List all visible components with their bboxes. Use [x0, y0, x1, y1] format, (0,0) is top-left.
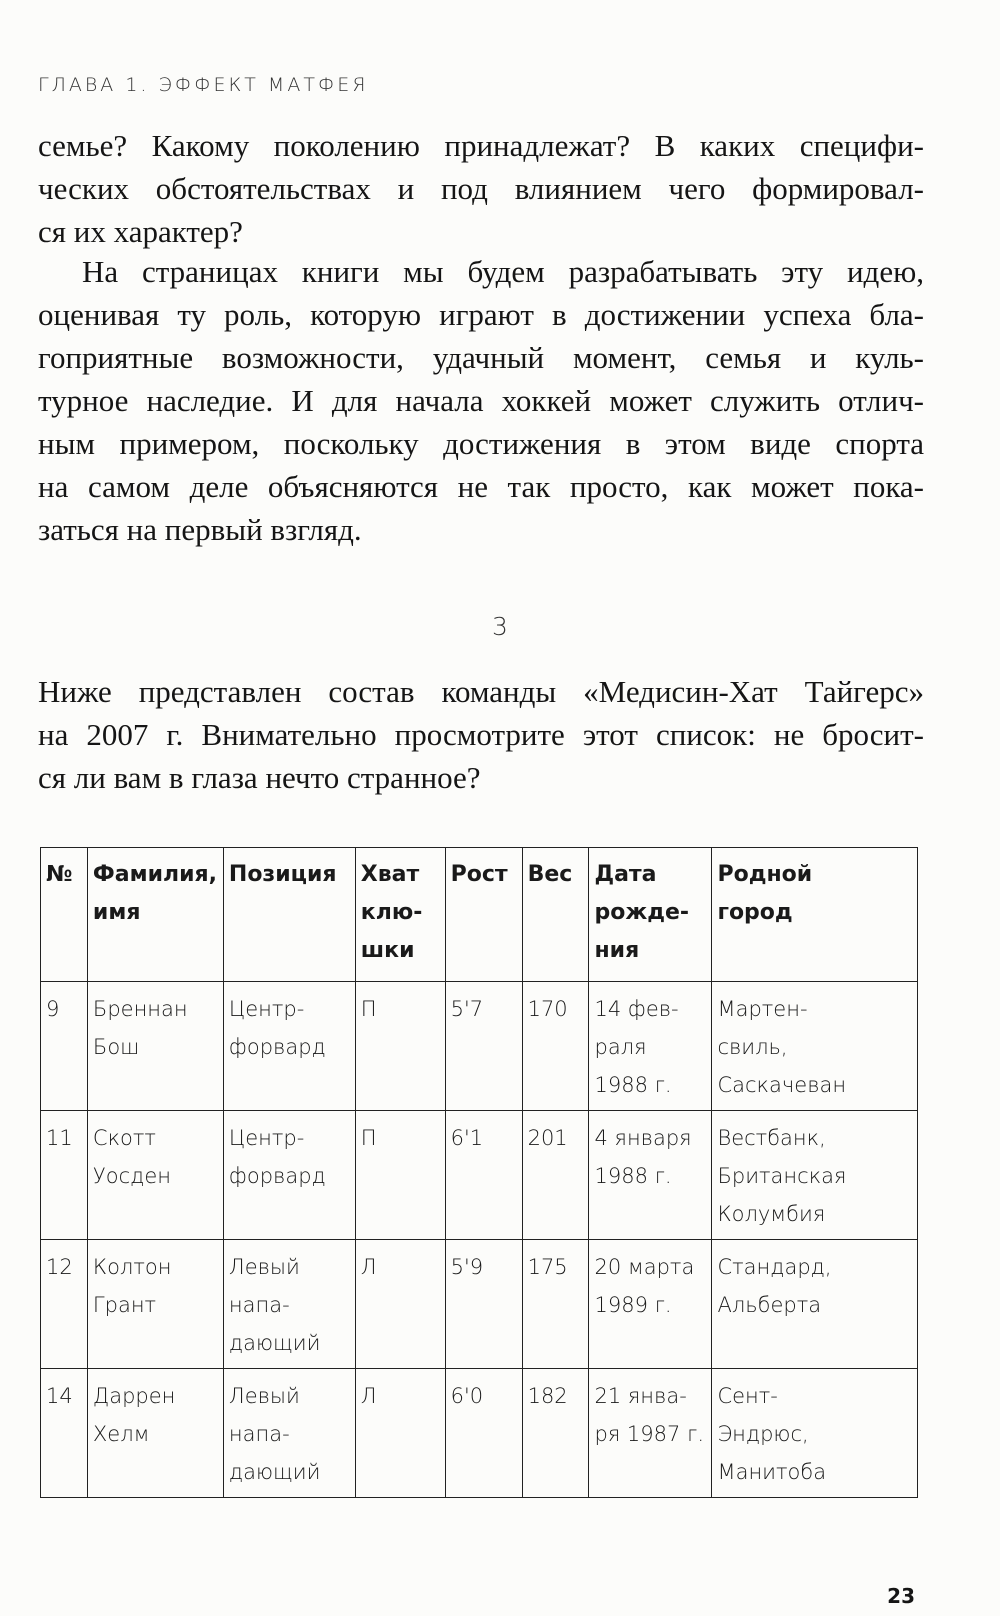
column-header-hometown	[712, 848, 918, 982]
cell-position	[223, 1111, 355, 1240]
cell-text: дающий	[228, 1460, 321, 1484]
cell-text: 1989 г.	[594, 1293, 672, 1317]
cell-text: 201	[527, 1126, 568, 1150]
paragraph-2	[38, 250, 924, 551]
header-text: ния	[594, 938, 640, 963]
cell-text: свиль,	[717, 1035, 788, 1059]
cell-text: Мартен-	[717, 997, 808, 1021]
text-line: гоприятные возможности, удачный момент, семья и куль-	[38, 340, 924, 375]
text-line: семье? Какому поколению принадлежат? В каких специфи-	[38, 128, 924, 163]
table-row	[41, 1111, 918, 1240]
table-row	[41, 1240, 918, 1369]
cell-text: П	[360, 1126, 377, 1150]
cell-text: Колтон	[92, 1255, 172, 1279]
cell-hometown	[712, 1369, 918, 1498]
cell-text: ря 1987 г.	[594, 1422, 705, 1446]
cell-text: 5'7	[450, 997, 484, 1021]
table-row	[41, 982, 918, 1111]
cell-text: Бреннан	[92, 997, 188, 1021]
cell-text: Л	[360, 1255, 377, 1279]
cell-text: дающий	[228, 1331, 321, 1355]
cell-weight	[522, 1111, 589, 1240]
cell-text: 4 января	[594, 1126, 692, 1150]
text-line: турное наследие. И для начала хоккей может служить отлич-	[38, 383, 924, 418]
column-header-birth-date	[589, 848, 712, 982]
cell-text: 182	[527, 1384, 568, 1408]
cell-text: Сент-	[717, 1384, 778, 1408]
cell-text: Уосден	[92, 1164, 171, 1188]
cell-text: 14 фев-	[594, 997, 679, 1021]
cell-text: Эндрюс,	[717, 1422, 809, 1446]
text-line: на самом деле объясняются не так просто, как может пока-	[38, 469, 924, 504]
cell-position	[223, 1369, 355, 1498]
cell-text: Хелм	[92, 1422, 150, 1446]
cell-weight	[522, 1240, 589, 1369]
cell-text: 1988 г.	[594, 1164, 672, 1188]
cell-number	[41, 1240, 88, 1369]
cell-text: Левый	[228, 1255, 300, 1279]
cell-stick-grip	[355, 1369, 445, 1498]
cell-weight	[522, 982, 589, 1111]
cell-text: Манитоба	[717, 1460, 827, 1484]
cell-text: 6'1	[450, 1126, 484, 1150]
cell-text: Л	[360, 1384, 377, 1408]
cell-text: 20 марта	[594, 1255, 695, 1279]
header-text: Фамилия,	[92, 862, 217, 887]
text-line: Ниже представлен состав команды «Медисин-Хат Тайгерс»	[38, 674, 924, 709]
cell-text: форвард	[228, 1035, 326, 1059]
cell-text: 9	[46, 997, 60, 1021]
column-header-height	[445, 848, 522, 982]
cell-text: напа-	[228, 1422, 290, 1446]
cell-birth-date	[589, 982, 712, 1111]
cell-text: Центр-	[228, 997, 305, 1021]
cell-text: Бош	[92, 1035, 140, 1059]
cell-birth-date	[589, 1240, 712, 1369]
cell-text: Британская	[717, 1164, 847, 1188]
cell-text: 21 янва-	[594, 1384, 687, 1408]
table-row	[41, 1369, 918, 1498]
running-head: ГЛАВА 1. ЭФФЕКТ МАТФЕЯ	[38, 74, 369, 96]
header-text: шки	[360, 938, 415, 963]
cell-hometown	[712, 982, 918, 1111]
cell-stick-grip	[355, 1111, 445, 1240]
cell-text: Колумбия	[717, 1202, 826, 1226]
cell-text: 11	[46, 1126, 73, 1150]
cell-name	[87, 1111, 223, 1240]
cell-text: 170	[527, 997, 568, 1021]
cell-text: 12	[46, 1255, 73, 1279]
cell-text: форвард	[228, 1164, 326, 1188]
page-number: 23	[887, 1584, 915, 1608]
text-line: ческих обстоятельствах и под влиянием чего формировал-	[38, 171, 924, 206]
header-text: №	[46, 862, 73, 887]
text-line: оценивая ту роль, которую играют в достижении успеха бла-	[38, 297, 924, 332]
cell-text: Центр-	[228, 1126, 305, 1150]
cell-height	[445, 982, 522, 1111]
header-text: рожде-	[594, 900, 690, 925]
cell-position	[223, 1240, 355, 1369]
cell-number	[41, 1369, 88, 1498]
team-roster-table	[40, 847, 918, 1498]
cell-stick-grip	[355, 982, 445, 1111]
text-line: на 2007 г. Внимательно просмотрите этот список: не бросит-	[38, 717, 924, 752]
cell-number	[41, 1111, 88, 1240]
cell-text: напа-	[228, 1293, 290, 1317]
column-header-name	[87, 848, 223, 982]
table-header-row	[41, 848, 918, 982]
header-text: Вес	[527, 862, 573, 887]
cell-weight	[522, 1369, 589, 1498]
cell-birth-date	[589, 1111, 712, 1240]
text-line: ся их характер?	[38, 214, 243, 249]
column-header-weight	[522, 848, 589, 982]
cell-text: Альберта	[717, 1293, 822, 1317]
cell-height	[445, 1369, 522, 1498]
cell-birth-date	[589, 1369, 712, 1498]
column-header-number	[41, 848, 88, 982]
header-text: Рост	[450, 862, 508, 887]
cell-hometown	[712, 1111, 918, 1240]
column-header-position	[223, 848, 355, 982]
paragraph-1	[38, 124, 924, 253]
cell-height	[445, 1240, 522, 1369]
text-line: ся ли вам в глаза нечто странное?	[38, 760, 481, 795]
cell-name	[87, 1369, 223, 1498]
cell-text: Вестбанк,	[717, 1126, 826, 1150]
cell-text: Даррен	[92, 1384, 176, 1408]
paragraph-3	[38, 670, 924, 799]
cell-height	[445, 1111, 522, 1240]
cell-name	[87, 982, 223, 1111]
cell-text: П	[360, 997, 377, 1021]
cell-hometown	[712, 1240, 918, 1369]
cell-text: Грант	[92, 1293, 157, 1317]
cell-text: 6'0	[450, 1384, 484, 1408]
header-text: город	[717, 900, 793, 925]
cell-text: раля	[594, 1035, 647, 1059]
section-number: 3	[492, 612, 508, 641]
cell-text: Левый	[228, 1384, 300, 1408]
cell-number	[41, 982, 88, 1111]
header-text: Позиция	[228, 862, 337, 887]
header-text: Дата	[594, 862, 657, 887]
column-header-stick-grip	[355, 848, 445, 982]
cell-text: Саскачеван	[717, 1073, 847, 1097]
cell-position	[223, 982, 355, 1111]
cell-text: Скотт	[92, 1126, 156, 1150]
cell-text: 1988 г.	[594, 1073, 672, 1097]
cell-text: 14	[46, 1384, 73, 1408]
cell-text: 175	[527, 1255, 568, 1279]
header-text: имя	[92, 900, 141, 925]
header-text: Хват	[360, 862, 420, 887]
cell-text: 5'9	[450, 1255, 484, 1279]
cell-text: Стандард,	[717, 1255, 832, 1279]
header-text: Родной	[717, 862, 813, 887]
text-line: заться на первый взгляд.	[38, 512, 362, 547]
cell-name	[87, 1240, 223, 1369]
cell-stick-grip	[355, 1240, 445, 1369]
header-text: клю-	[360, 900, 423, 925]
text-line: ным примером, поскольку достижения в этом виде спорта	[38, 426, 924, 461]
text-line: На страницах книги мы будем разрабатывать эту идею,	[82, 254, 924, 289]
table-body	[41, 982, 918, 1498]
